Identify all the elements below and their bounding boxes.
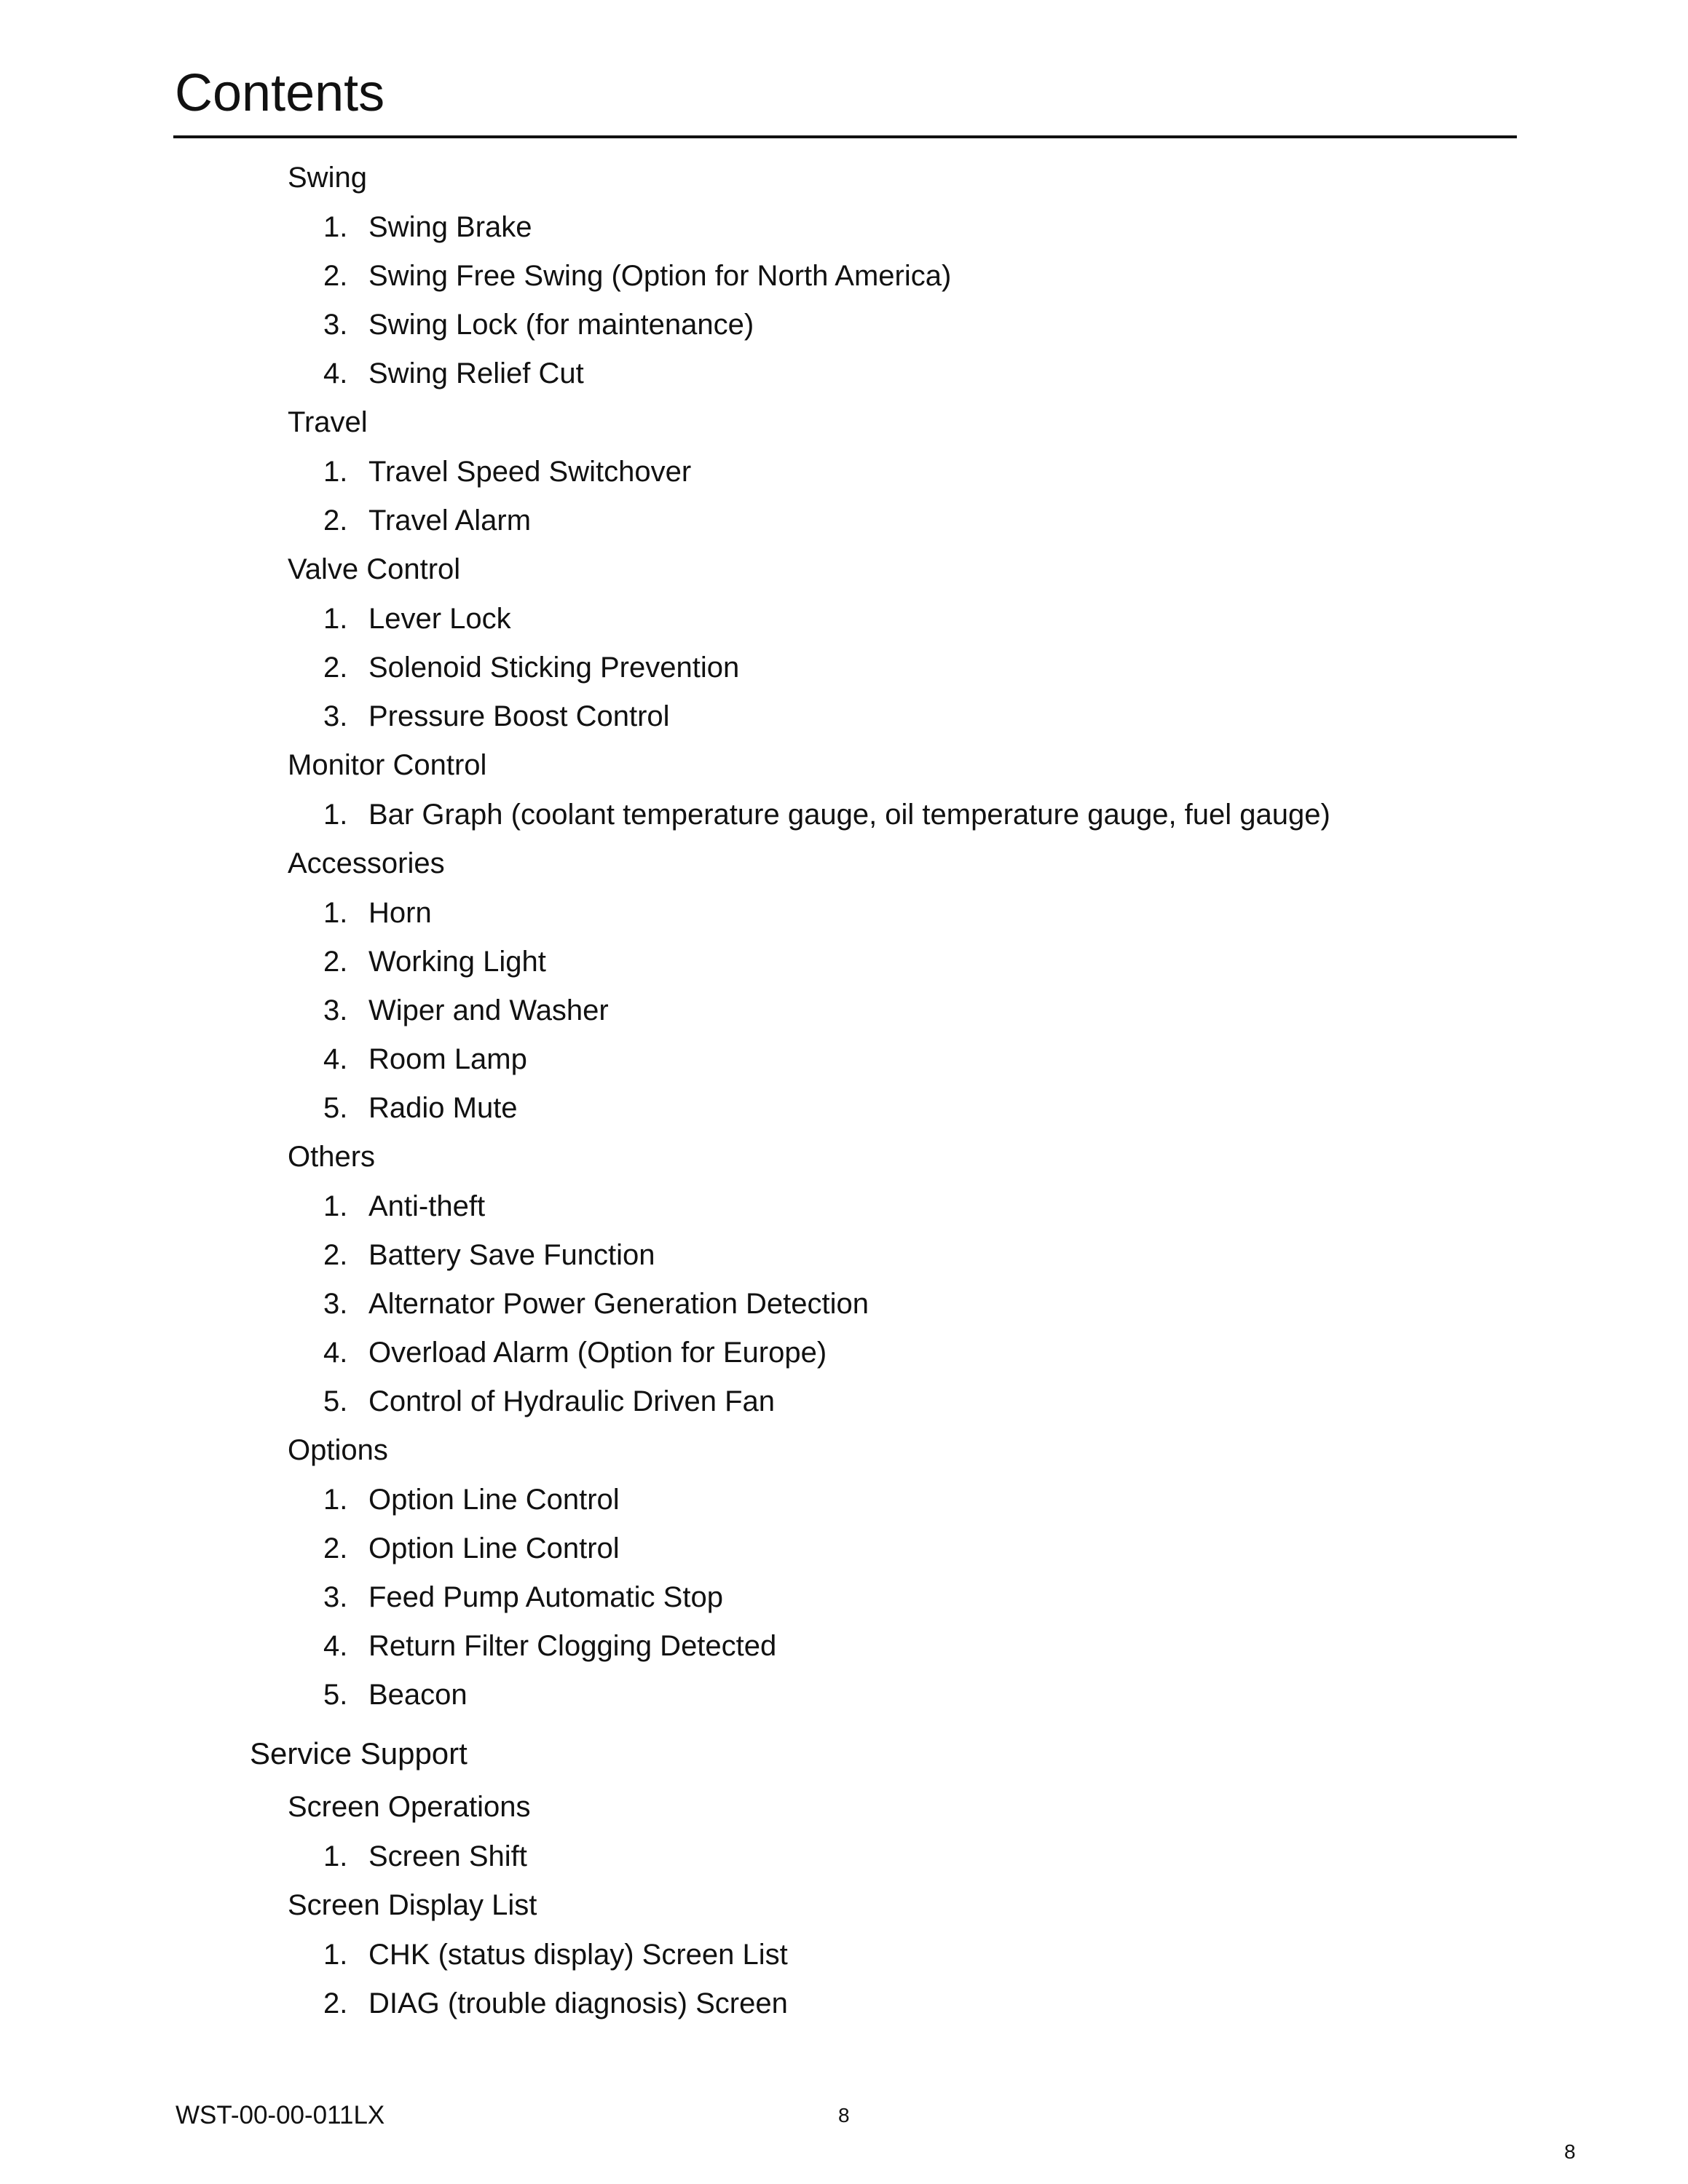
toc-item-label: CHK (status display) Screen List: [368, 1939, 788, 1971]
toc-item-number: 1.: [323, 211, 348, 243]
toc-item-number: 1.: [323, 1840, 348, 1872]
toc-list-item: [0, 946, 1688, 978]
toc-item-label: Bar Graph (coolant temperature gauge, oil temperature gauge, fuel gauge): [368, 799, 1330, 831]
toc-section-title: Service Support: [250, 1736, 468, 1770]
toc-item-number: 5.: [323, 1679, 348, 1711]
toc-item-number: 4.: [323, 1337, 348, 1369]
toc-item-number: 2.: [323, 260, 348, 292]
toc-list-item: [0, 603, 1688, 635]
toc-group-title: Swing: [288, 162, 367, 194]
toc-item-number: 4.: [323, 1043, 348, 1075]
toc-item-label: DIAG (trouble diagnosis) Screen: [368, 1987, 788, 2019]
toc-list-item: [0, 309, 1688, 341]
toc-group-title: Valve Control: [288, 553, 461, 585]
toc-item-number: 2.: [323, 652, 348, 684]
toc-item-label: Control of Hydraulic Driven Fan: [368, 1385, 775, 1417]
toc-item-label: Pressure Boost Control: [368, 700, 670, 732]
toc-item-label: Solenoid Sticking Prevention: [368, 652, 740, 684]
toc-item-label: Swing Free Swing (Option for North America): [368, 260, 952, 292]
toc-group: [0, 847, 1688, 1124]
footer-document-id: WST-00-00-011LX: [175, 2101, 385, 2129]
toc-item-number: 2.: [323, 1239, 348, 1271]
toc-group: [0, 1791, 1688, 1872]
toc-item-number: 1.: [323, 603, 348, 635]
toc-list-item: [0, 1337, 1688, 1369]
toc-list-item: [0, 1043, 1688, 1075]
toc-item-number: 3.: [323, 1581, 348, 1613]
toc-item-number: 2.: [323, 1987, 348, 2019]
toc-group-title: Monitor Control: [288, 749, 487, 781]
toc-item-label: Wiper and Washer: [368, 994, 609, 1026]
toc-list-item: [0, 1532, 1688, 1564]
toc-item-number: 5.: [323, 1385, 348, 1417]
toc-section: [0, 162, 1688, 1711]
toc-item-label: Option Line Control: [368, 1484, 620, 1516]
toc-list-item: [0, 1288, 1688, 1320]
toc-group-title: Screen Operations: [288, 1791, 531, 1823]
toc-item-number: 2.: [323, 1532, 348, 1564]
toc-list-item: [0, 700, 1688, 732]
toc-item-label: Alternator Power Generation Detection: [368, 1288, 869, 1320]
toc-item-label: Overload Alarm (Option for Europe): [368, 1337, 827, 1369]
toc-list-item: [0, 994, 1688, 1026]
toc-list-item: [0, 1385, 1688, 1417]
corner-page-number: 8: [1564, 2140, 1576, 2163]
toc-list-item: [0, 456, 1688, 488]
toc-item-number: 3.: [323, 700, 348, 732]
toc-group: [0, 1889, 1688, 2019]
footer-page-number: 8: [838, 2104, 850, 2126]
toc-item-label: Anti-theft: [368, 1190, 486, 1222]
toc-item-label: Screen Shift: [368, 1840, 527, 1872]
toc-group-title: Accessories: [288, 847, 445, 879]
toc-group: [0, 1434, 1688, 1711]
toc-item-number: 3.: [323, 309, 348, 341]
toc-list-item: [0, 897, 1688, 929]
toc-item-number: 4.: [323, 1630, 348, 1662]
toc-list-item: [0, 1939, 1688, 1971]
toc-group: [0, 553, 1688, 732]
toc-item-label: Travel Alarm: [368, 505, 532, 537]
toc-item-label: Horn: [368, 897, 432, 929]
toc-list-item: [0, 1190, 1688, 1222]
toc-list-item: [0, 1679, 1688, 1711]
toc-list-item: [0, 1092, 1688, 1124]
toc-list-item: [0, 652, 1688, 684]
toc-item-label: Swing Relief Cut: [368, 357, 584, 389]
toc-item-label: Swing Brake: [368, 211, 532, 243]
toc-item-label: Travel Speed Switchover: [368, 456, 692, 488]
page-title: Contents: [175, 64, 385, 122]
toc-list-item: [0, 357, 1688, 389]
toc-item-number: 1.: [323, 1190, 348, 1222]
table-of-contents: [0, 162, 1688, 2036]
toc-list-item: [0, 1239, 1688, 1271]
toc-item-label: Option Line Control: [368, 1532, 620, 1564]
toc-item-label: Feed Pump Automatic Stop: [368, 1581, 723, 1613]
title-divider: [173, 135, 1517, 138]
toc-item-number: 1.: [323, 1939, 348, 1971]
toc-group: [0, 749, 1688, 831]
toc-item-label: Swing Lock (for maintenance): [368, 309, 754, 341]
toc-item-label: Room Lamp: [368, 1043, 527, 1075]
toc-list-item: [0, 211, 1688, 243]
toc-list-item: [0, 1581, 1688, 1613]
toc-item-label: Return Filter Clogging Detected: [368, 1630, 777, 1662]
toc-group: [0, 162, 1688, 389]
toc-group: [0, 406, 1688, 537]
toc-list-item: [0, 505, 1688, 537]
toc-group-title: Travel: [288, 406, 368, 438]
toc-section: [0, 1737, 1688, 2019]
toc-item-number: 3.: [323, 1288, 348, 1320]
toc-item-label: Working Light: [368, 946, 546, 978]
toc-group-title: Screen Display List: [288, 1889, 537, 1921]
toc-item-label: Radio Mute: [368, 1092, 518, 1124]
toc-list-item: [0, 799, 1688, 831]
toc-item-label: Battery Save Function: [368, 1239, 655, 1271]
toc-group-title: Options: [288, 1434, 388, 1466]
toc-item-label: Beacon: [368, 1679, 468, 1711]
toc-item-number: 1.: [323, 897, 348, 929]
toc-item-number: 4.: [323, 357, 348, 389]
toc-list-item: [0, 260, 1688, 292]
toc-list-item: [0, 1987, 1688, 2019]
toc-item-number: 2.: [323, 946, 348, 978]
toc-item-number: 1.: [323, 456, 348, 488]
toc-list-item: [0, 1630, 1688, 1662]
toc-item-label: Lever Lock: [368, 603, 511, 635]
toc-list-item: [0, 1840, 1688, 1872]
toc-item-number: 2.: [323, 505, 348, 537]
toc-group: [0, 1141, 1688, 1417]
toc-item-number: 1.: [323, 1484, 348, 1516]
toc-list-item: [0, 1484, 1688, 1516]
toc-item-number: 1.: [323, 799, 348, 831]
toc-item-number: 5.: [323, 1092, 348, 1124]
toc-group-title: Others: [288, 1141, 376, 1173]
toc-item-number: 3.: [323, 994, 348, 1026]
